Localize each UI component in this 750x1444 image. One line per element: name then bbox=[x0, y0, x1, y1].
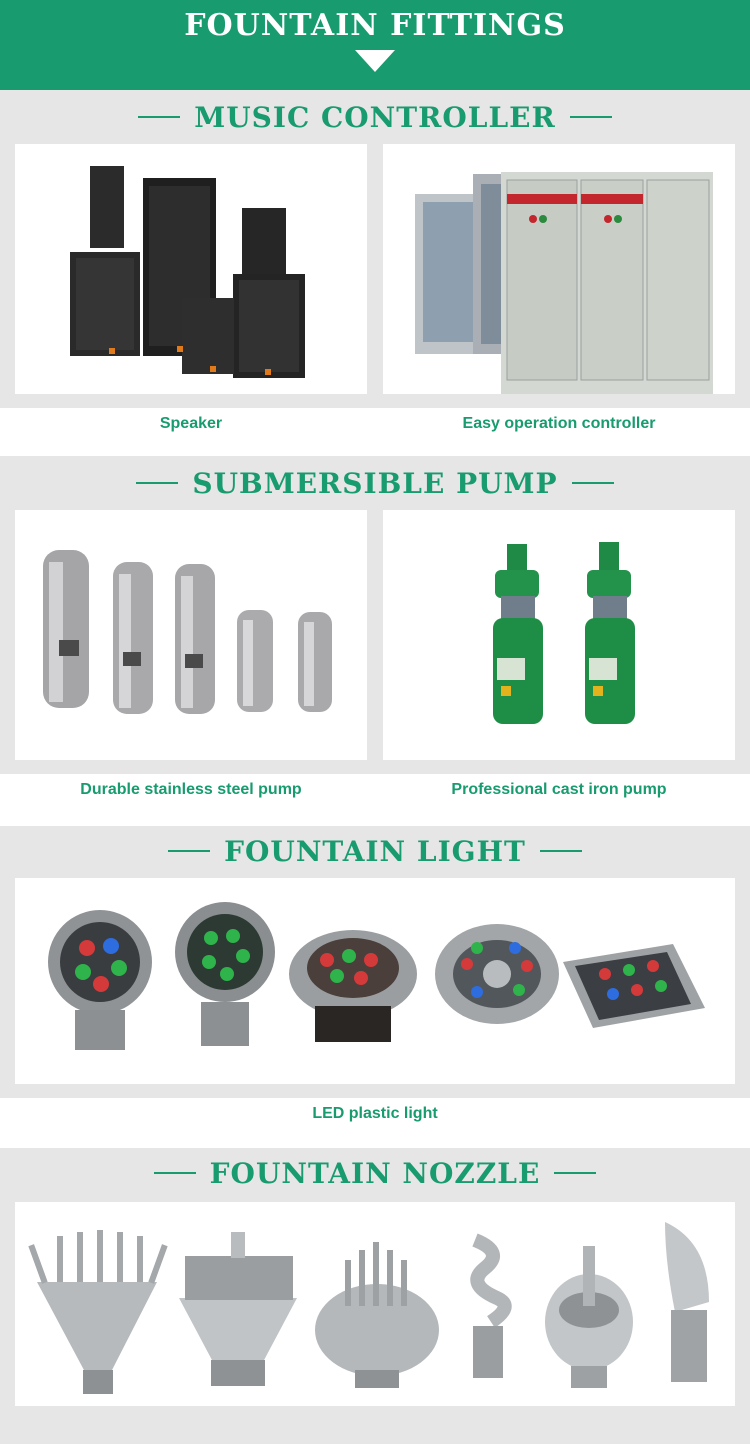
divider bbox=[154, 1172, 196, 1174]
section-submersible-pump bbox=[0, 456, 750, 774]
caption-led-light: LED plastic light bbox=[312, 1105, 438, 1122]
speaker-illustration bbox=[15, 144, 367, 394]
steel-pump-illustration bbox=[15, 510, 367, 760]
fountain-lights-illustration bbox=[15, 878, 735, 1084]
controller-cabinet-illustration bbox=[383, 144, 735, 394]
divider bbox=[138, 116, 180, 118]
caption-speaker: Speaker bbox=[159, 415, 223, 432]
product-image-speaker bbox=[15, 144, 367, 394]
header-banner bbox=[0, 0, 750, 90]
divider bbox=[554, 1172, 596, 1174]
product-image-fountain-lights bbox=[15, 878, 735, 1084]
section-title: MUSIC CONTROLLER bbox=[194, 100, 556, 134]
section-heading bbox=[0, 826, 750, 876]
divider bbox=[572, 482, 614, 484]
section-title: SUBMERSIBLE PUMP bbox=[192, 466, 558, 500]
down-arrow-icon bbox=[355, 50, 395, 72]
section-title: FOUNTAIN NOZZLE bbox=[209, 1156, 541, 1190]
caption-cast-iron-pump: Professional cast iron pump bbox=[451, 781, 667, 798]
divider bbox=[168, 850, 210, 852]
section-fountain-light bbox=[0, 826, 750, 1098]
caption-row bbox=[0, 774, 750, 826]
caption-row bbox=[0, 408, 750, 456]
divider bbox=[136, 482, 178, 484]
product-image-cast-iron-pump bbox=[383, 510, 735, 760]
section-heading bbox=[0, 92, 750, 142]
divider bbox=[570, 116, 612, 118]
section-title: FOUNTAIN LIGHT bbox=[224, 834, 526, 868]
section-fountain-nozzle bbox=[0, 1148, 750, 1444]
page-title: FOUNTAIN FITTINGS bbox=[184, 8, 566, 43]
caption-steel-pump: Durable stainless steel pump bbox=[80, 781, 302, 798]
cast-iron-pump-illustration bbox=[383, 510, 735, 760]
fountain-nozzles-illustration bbox=[15, 1202, 735, 1406]
divider bbox=[540, 850, 582, 852]
section-heading bbox=[0, 458, 750, 508]
section-music-controller bbox=[0, 90, 750, 408]
caption-row bbox=[0, 1098, 750, 1148]
section-heading bbox=[0, 1148, 750, 1198]
product-image-fountain-nozzles bbox=[15, 1202, 735, 1406]
product-image-steel-pump bbox=[15, 510, 367, 760]
product-image-controller bbox=[383, 144, 735, 394]
caption-controller: Easy operation controller bbox=[462, 415, 656, 432]
